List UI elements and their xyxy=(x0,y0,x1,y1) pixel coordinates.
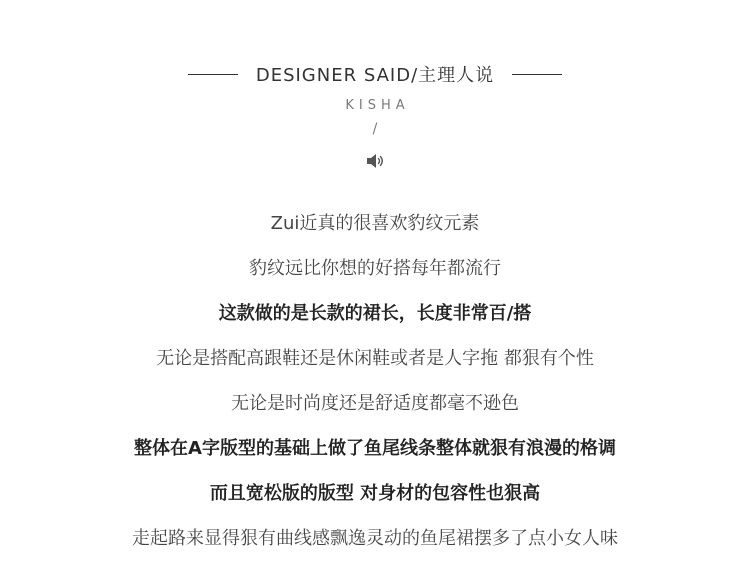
body-line-5: 无论是时尚度还是舒适度都毫不逊色 xyxy=(231,393,519,414)
header-left-rule xyxy=(188,74,238,75)
separator-slash: / xyxy=(372,121,378,137)
section-header xyxy=(0,60,750,88)
body-line-8: 走起路来显得狠有曲线感飘逸灵动的鱼尾裙摆多了点小女人味 xyxy=(132,528,618,549)
body-line-6: 整体在A字版型的基础上做了鱼尾线条整体就狠有浪漫的格调 xyxy=(134,438,616,459)
section-title: DESIGNER SAID/主理人说 xyxy=(255,65,495,86)
speaker-icon[interactable] xyxy=(365,152,385,170)
body-line-3: 这款做的是长款的裙长，长度非常百/搭 xyxy=(218,303,532,324)
body-line-4: 无论是搭配高跟鞋还是休闲鞋或者是人字拖 都狠有个性 xyxy=(156,348,594,369)
speaker-icon-graphic xyxy=(365,152,385,170)
body-line-1: Zui近真的很喜欢豹纹元素 xyxy=(270,213,480,234)
author-name: KISHA xyxy=(345,98,410,113)
body-line-2: 豹纹远比你想的好搭每年都流行 xyxy=(249,258,501,279)
header-right-rule xyxy=(512,74,562,75)
body-line-7: 而且宽松版的版型 对身材的包容性也狠高 xyxy=(209,483,541,504)
